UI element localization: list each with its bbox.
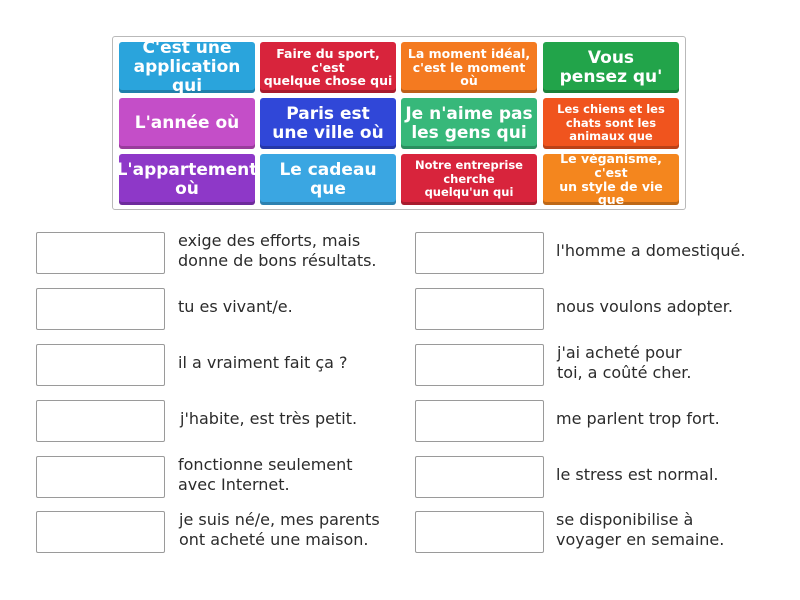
drop-slot[interactable]: [415, 400, 544, 442]
answer-tile[interactable]: Notre entreprise cherche quelqu'un qui: [401, 154, 537, 205]
answer-tile[interactable]: Le véganisme, c'est un style de vie que: [543, 154, 679, 205]
answer-tile[interactable]: Les chiens et les chats sont les animaux que: [543, 98, 679, 149]
sentence-ending: j'habite, est très petit.: [180, 409, 358, 428]
sentence-ending: je suis né/e, mes parents ont acheté une maison.: [179, 510, 380, 549]
drop-slot[interactable]: [415, 288, 544, 330]
sentence-ending: l'homme a domestiqué.: [556, 241, 746, 260]
sentence-ending: fonctionne seulement avec Internet.: [178, 455, 353, 494]
answer-tile-tray: [112, 36, 686, 210]
answer-tile[interactable]: C'est une application qui: [119, 42, 255, 93]
answer-tile[interactable]: L'année où: [119, 98, 255, 149]
drop-slot[interactable]: [36, 456, 165, 498]
sentence-ending: j'ai acheté pour toi, a coûté cher.: [557, 343, 692, 382]
answer-tile[interactable]: La moment idéal, c'est le moment où: [401, 42, 537, 93]
answer-tile[interactable]: Paris est une ville où: [260, 98, 396, 149]
sentence-ending: me parlent trop fort.: [556, 409, 720, 428]
drop-slot[interactable]: [415, 511, 544, 553]
sentence-ending: se disponibilise à voyager en semaine.: [556, 510, 725, 549]
sentence-ending: exige des efforts, mais donne de bons résultats.: [178, 231, 377, 270]
sentence-ending: il a vraiment fait ça ?: [178, 353, 348, 372]
drop-slot[interactable]: [415, 344, 544, 386]
sentence-ending: nous voulons adopter.: [556, 297, 733, 316]
drop-slot[interactable]: [36, 288, 165, 330]
answer-tile[interactable]: Le cadeau que: [260, 154, 396, 205]
drop-slot[interactable]: [36, 232, 165, 274]
answer-tile[interactable]: Vous pensez qu': [543, 42, 679, 93]
drop-slot[interactable]: [36, 511, 165, 553]
answer-tile[interactable]: Faire du sport, c'est quelque chose qui: [260, 42, 396, 93]
sentence-ending: tu es vivant/e.: [178, 297, 293, 316]
drop-slot[interactable]: [36, 400, 165, 442]
answer-tile[interactable]: L'appartement où: [119, 154, 255, 205]
drop-slot[interactable]: [36, 344, 165, 386]
drop-slot[interactable]: [415, 456, 544, 498]
drop-slot[interactable]: [415, 232, 544, 274]
sentence-ending: le stress est normal.: [556, 465, 719, 484]
answer-tile[interactable]: Je n'aime pas les gens qui: [401, 98, 537, 149]
